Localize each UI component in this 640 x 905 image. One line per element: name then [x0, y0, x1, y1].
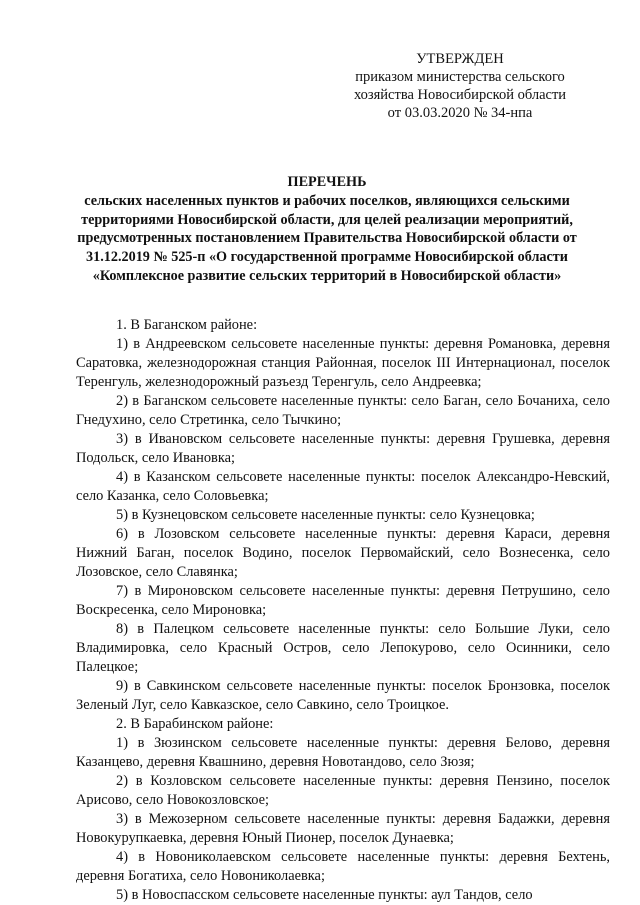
list-item: 4) в Казанском сельсовете населенные пункты: поселок Александро-Невский, село Казанка, село Соловьевка;: [76, 469, 610, 504]
list-item: 3) в Межозерном сельсовете населенные пункты: деревня Бадажки, деревня Новокурупкаевка, деревня Юный Пионер, поселок Дунаевка;: [76, 811, 610, 846]
document-body: [76, 316, 610, 905]
list-item: 1) в Андреевском сельсовете населенные пункты: деревня Романовка, деревня Саратовка, железнодорожная станция Районная, поселок III Интернационал, поселок Теренгуль, железнодорожный разъезд Теренгуль, село Андреевка;: [76, 336, 610, 390]
list-item: 3) в Ивановском сельсовете населенные пункты: деревня Грушевка, деревня Подольск, село Ивановка;: [76, 431, 610, 466]
list-item: 8) в Палецком сельсовете населенные пункты: село Большие Луки, село Владимировка, село Красный Остров, село Лепокурово, село Осинники, село Палецкое;: [76, 621, 610, 675]
list-item: 6) в Лозовском сельсовете населенные пункты: деревня Караси, деревня Нижний Баган, поселок Водино, поселок Первомайский, село Вознесенка, село Лозовское, село Славянка;: [76, 526, 610, 580]
approval-line-3: хозяйства Новосибирской области: [353, 87, 567, 103]
approval-stamp: [330, 50, 590, 122]
list-item: 4) в Новониколаевском сельсовете населенные пункты: деревня Бехтень, деревня Богатиха, село Новониколаевка;: [76, 849, 610, 884]
document-subtitle: сельских населенных пунктов и рабочих поселков, являющихся сельскими территориями Новосибирской области, для целей реализации мероприятий, предусмотренных постановлением Правительства Новосибирской области от 31.12.2019 № 525-п «О государственной программе Новосибирской области «Комплексное развитие сельских территорий в Новосибирской области»: [77, 192, 577, 284]
document-heading: [62, 173, 592, 286]
list-item: 1) в Зюзинском сельсовете населенные пункты: деревня Белово, деревня Казанцево, деревня Квашнино, деревня Новотандово, село Зюзя;: [76, 735, 610, 770]
list-item: 2) в Козловском сельсовете населенные пункты: деревня Пензино, поселок Арисово, село Новокозловское;: [76, 773, 610, 808]
list-item: 7) в Мироновском сельсовете населенные пункты: деревня Петрушино, село Воскресенка, село Мироновка;: [76, 583, 610, 618]
approval-line-4: от 03.03.2020 № 34-нпа: [387, 105, 533, 121]
approval-line-1: УТВЕРЖДЕН: [416, 51, 504, 67]
document-title: ПЕРЕЧЕНЬ: [287, 174, 367, 190]
list-item: 2) в Баганском сельсовете населенные пункты: село Баган, село Бочаниха, село Гнедухино, село Стретинка, село Тычкино;: [76, 393, 610, 428]
list-item: 9) в Савкинском сельсовете населенные пункты: поселок Бронзовка, поселок Зеленый Луг, село Кавказское, село Савкино, село Троицкое.: [76, 678, 610, 713]
list-item: 5) в Новоспасском сельсовете населенные пункты: аул Тандов, село: [116, 887, 533, 903]
list-item: 5) в Кузнецовском сельсовете населенные пункты: село Кузнецовка;: [116, 507, 535, 523]
district-heading: 1. В Баганском районе:: [116, 317, 258, 333]
approval-line-2: приказом министерства сельского: [355, 69, 565, 85]
district-heading: 2. В Барабинском районе:: [116, 716, 274, 732]
